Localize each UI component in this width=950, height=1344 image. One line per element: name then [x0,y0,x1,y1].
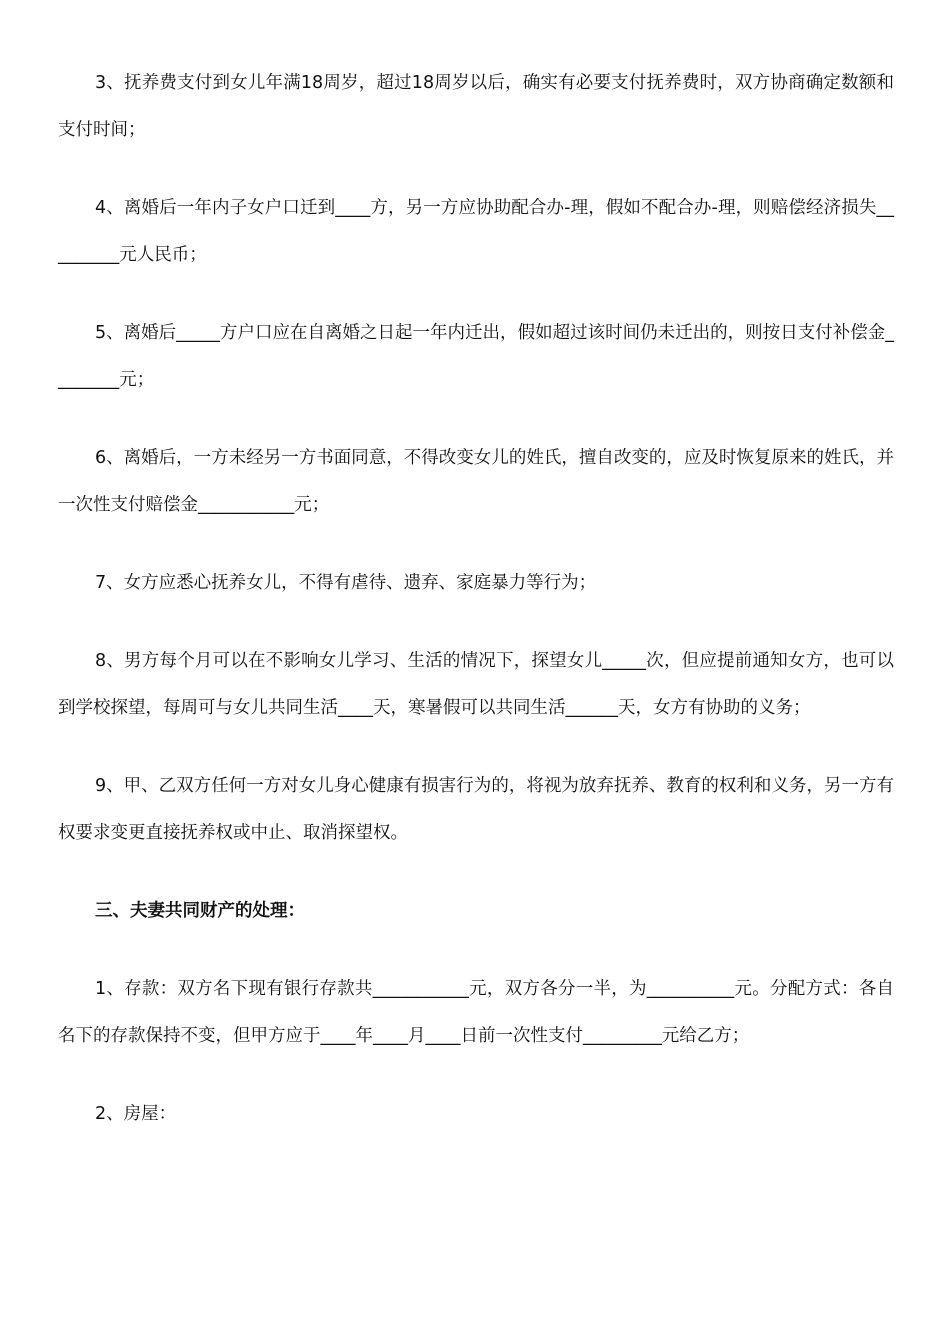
clause-8-paragraph: 8、男方每个月可以在不影响女儿学习、生活的情况下，探望女儿_____次，但应提前通知女方，也可以到学校探望，每周可与女儿共同生活____天，寒暑假可以共同生活______天，女方有协助的义务； [58,651,894,718]
property-clause-1-paragraph: 1、存款：双方名下现有银行存款共___________元，双方各分一半，为__________元。分配方式：各自名下的存款保持不变，但甲方应于____年____月____日前一次性支付_________元给乙方； [58,979,894,1046]
section-heading: 三、夫妻共同财产的处理： [95,901,305,921]
document-page [58,60,894,1169]
clause-7-paragraph: 7、女方应悉心抚养女儿，不得有虐待、遗弃、家庭暴力等行为； [95,573,597,593]
property-clause-2-paragraph: 2、房屋： [95,1104,177,1124]
clause-6-paragraph: 6、离婚后，一方未经另一方书面同意，不得改变女儿的姓氏，擅自改变的，应及时恢复原来的姓氏，并一次性支付赔偿金___________元； [58,448,894,515]
clause-9-paragraph: 9、甲、乙双方任何一方对女儿身心健康有损害行为的，将视为放弃抚养、教育的权利和义务，另一方有权要求变更直接抚养权或中止、取消探望权。 [58,776,894,843]
clause-4-paragraph: 4、离婚后一年内子女户口迁到____方，另一方应协助配合办-理，假如不配合办-理，则赔偿经济损失_________元人民币； [58,198,894,265]
clause-3-paragraph: 3、抚养费支付到女儿年满18周岁，超过18周岁以后，确实有必要支付抚养费时，双方协商确定数额和支付时间； [58,73,894,140]
clause-5-paragraph: 5、离婚后_____方户口应在自离婚之日起一年内迁出，假如超过该时间仍未迁出的，则按日支付补偿金________元； [58,323,894,390]
